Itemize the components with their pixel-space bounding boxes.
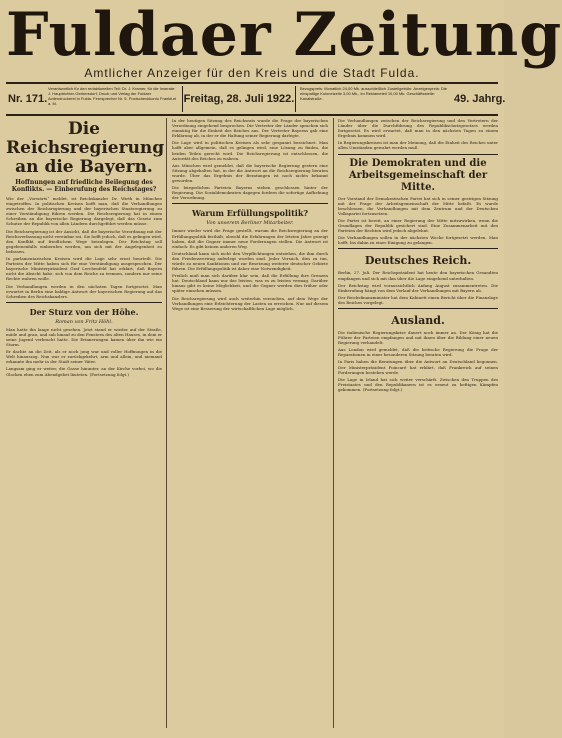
article-paragraph: Die Lage in Irland hat sich weiter verschärft. Zwischen den Truppen des Freistaates und den Republikanern ist es erneut zu heftigen Kämpfen gekommen. (Fortsetzung folgt.) <box>338 376 498 392</box>
column-3 <box>338 118 498 732</box>
masthead <box>6 0 562 80</box>
section-title: Warum Erfüllungspolitik? <box>191 208 309 219</box>
publisher-info: Verantwortlich für den redaktionellen Teil: Dr. J. Kramer, für die Inserate: J. Hauptrichter-Gerbersdorf, Druck und Verlag der Fuldaer Actiendruckerei in Fulda. Fernsprecher Nr. 5. Postscheckkonto Frankfurt a. M. <box>48 86 177 106</box>
article-headline: Die Demokraten und die Arbeitsgemeinschaft der Mitte. <box>348 157 488 193</box>
lead-subhead: Hoffnungen auf friedliche Beilegung des Konflikts. — Einberufung des Reichstages? <box>11 179 157 193</box>
price-info: Bezugspreis: Monatlich 24,00 Mk. ausschließlich Zustellgebühr. Anzeigenpreis: Die einspaltige Kolonelzeile 3,00 Mk., im Reklameteil 10,00 Mk. Geschäftsstelle: Kanalstraße. <box>300 86 447 101</box>
article-paragraph: Der Reichsfinanzminister hat dem Kabinett einen Bericht über die Finanzlage des Reiches vorgelegt. <box>338 294 498 305</box>
article-paragraph: Aus München wird gemeldet, daß die bayerische Regierung gestern eine Sitzung abgehalten hat, in der die Antwort an die Reichsregierung beraten wurde. Über das Ergebnis der Beratungen ist noch nichts bekannt geworden. <box>172 162 328 184</box>
article-paragraph: Die Verhandlungen sollen in der nächsten Woche fortgesetzt werden. Man hofft, bis dahin zu einer Einigung zu gelangen. <box>338 235 498 246</box>
story-paragraph: Er dachte an die Zeit, als er noch jung war und voller Hoffnungen in die Welt hinauszog. Nun war er zurückgekehrt, arm und allein, und niemand erkannte ihn mehr in der Stadt seiner Väter. <box>6 349 162 365</box>
article-paragraph: Immer wieder wird die Frage gestellt, warum die Reichsregierung an der Erfüllungspolitik festhält, obwohl die Erfahrungen der letzten Jahre gezeigt haben, daß die Gegner immer neue Forderungen stellen. Die Antwort ist einfach: Es gibt keinen anderen Weg. <box>172 228 328 249</box>
story-paragraph: Man hatte ihn lange nicht gesehen. Jetzt stand er wieder auf der Straße, müde und grau, und sah hinauf zu den Fenstern des alten Hauses, in dem er seine Jugend verbracht hatte. Die Erinnerungen kamen über ihn wie ein Sturm. <box>6 326 162 348</box>
section-byline: Von unserem Berliner Mitarbeiter. <box>206 220 294 227</box>
volume-year: 49. Jahrg. <box>454 93 506 105</box>
article-paragraph: Die Lage wird in politischen Kreisen als sehr gespannt bezeichnet. Man hofft aber allgemein, daß es gelingen wird, eine Lösung zu finden, die beiden Teilen gerecht wird. Die Reichsregierung ist entschlossen, die Autorität des Reiches zu wahren. <box>172 140 328 161</box>
article-paragraph: In parlamentarischen Kreisen wird die Lage sehr ernst beurteilt. Die Parteien der Mitte haben sich für eine Verständigung ausgesprochen. Der bayerische Ministerpräsident Graf Lerchenfeld hat erklärt, daß Bayern nicht die Absicht habe, sich von dem Reiche zu trennen, sondern nur seine Rechte wahren wolle. <box>6 256 162 282</box>
article-paragraph: Freilich muß man sich darüber klar sein, daß die Erfüllung ihre Grenzen hat. Deutschland kann nur das leisten, was es zu leisten vermag. Darüber hinaus gibt es keine Möglichkeit, und die Gegner werden dies früher oder später einsehen müssen. <box>172 273 328 294</box>
article-paragraph: In der heutigen Sitzung des Reichsrats wurde die Frage der bayerischen Verordnung eingehend besprochen. Die Vertreter der Länder sprachen sich einmütig für die Einheit des Reiches aus. Der Vertreter Bayerns gab eine Erklärung ab, in der er die Haltung seiner Regierung darlegte. <box>172 118 328 139</box>
story-byline: Roman von Fritz Höhl. <box>55 318 113 325</box>
masthead-title: Fuldaer Zeitung <box>6 0 562 70</box>
section-divider <box>172 203 328 204</box>
article-paragraph: Die Verhandlungen zwischen der Reichsregierung und den Vertretern der Länder über die Durchführung des Republikschutzgesetzes werden fortgesetzt. Es wird erwartet, daß man in den nächsten Tagen zu einem Ergebnis kommen wird. <box>338 118 498 139</box>
column-2 <box>172 118 328 732</box>
article-paragraph: Der Vorstand der Demokratischen Partei hat sich in seiner gestrigen Sitzung mit der Frage der Arbeitsgemeinschaft der Mitte befaßt. Es wurde beschlossen, die Verhandlungen mit dem Zentrum und der Deutschen Volkspartei fortzusetzen. <box>338 195 498 216</box>
article-paragraph: Aus London wird gemeldet, daß die britische Regierung die Frage der Reparationen in einer besonderen Sitzung beraten wird. <box>338 347 498 358</box>
article-paragraph: Die Reichsregierung wird auch weiterhin versuchen, auf dem Wege der Verhandlungen eine Erleichterung der Lasten zu erreichen. Nur auf diesem Wege ist eine Besserung der wirtschaftlichen Lage möglich. <box>172 295 328 311</box>
article-paragraph: Die Verhandlungen werden in den nächsten Tagen fortgesetzt. Man erwartet in Berlin eine baldige Antwort der bayerischen Regierung auf das Schreiben des Reichskanzlers. <box>6 283 162 299</box>
section-divider <box>338 308 498 309</box>
article-paragraph: Wie der „Vorwärts“ meldet, ist Reichskanzler Dr. Wirth in München eingetroffen. In politischen Kreisen hofft man, daß die Verhandlungen zwischen der Reichsregierung und der bayerischen Staatsregierung zu einer Verständigung führen werden. Die Reichsregierung hat in einem Schreiben an die bayerische Regierung dargelegt, daß das Gesetz zum Schutze der Republik von allen Ländern durchgeführt werden müsse. <box>6 196 162 227</box>
story-title: Der Sturz von der Höhe. <box>29 306 139 317</box>
column-1 <box>6 118 165 732</box>
article-paragraph: Der Reichstag wird voraussichtlich Anfang August zusammentreten. Die Einberufung hängt von dem Verlauf der Verhandlungen mit Bayern ab. <box>338 282 498 293</box>
masthead-subtitle: Amtlicher Anzeiger für den Kreis und die Stadt Fulda. <box>84 66 420 80</box>
column-rule <box>166 118 167 728</box>
article-paragraph: Die bürgerlichen Parteien Bayerns stehen geschlossen hinter der Regierung. Die Sozialdemokraten dagegen fordern die sofortige Aufhebung der Verordnung. <box>172 185 328 201</box>
issue-number: Nr. 171. <box>8 93 48 105</box>
section-divider <box>338 154 498 155</box>
article-paragraph: Die Partei ist bereit, an einer Regierung der Mitte mitzuwirken, wenn die Grundlagen der Republik gesichert sind. Eine Zusammenarbeit mit den Parteien der Rechten wird jedoch abgelehnt. <box>338 217 498 234</box>
article-paragraph: Die Reichsregierung ist der Ansicht, daß die bayerische Verordnung mit der Reichsverfassung nicht vereinbar sei. Sie hofft jedoch, daß es gelingen wird, den Konflikt auf friedlichem Wege beizulegen. Der Reichstag soll gegebenenfalls einberufen werden, um sich mit der Angelegenheit zu befassen. <box>6 228 162 254</box>
section-divider <box>6 302 162 303</box>
article-paragraph: Deutschland kann sich nicht den Verpflichtungen entziehen, die ihm durch den Friedensvertrag auferlegt worden sind. Jeder Versuch, dies zu tun, würde zu neuen Sanktionen und zur Besetzung weiterer deutscher Gebiete führen. Die Erfüllungspolitik ist daher eine Notwendigkeit. <box>172 250 328 272</box>
article-paragraph: In Regierungskreisen ist man der Meinung, daß die Einheit des Reiches unter allen Umständen gewahrt werden muß. <box>338 140 498 151</box>
section-title: Ausland. <box>391 313 445 327</box>
issue-date: Freitag, 28. Juli 1922. <box>182 86 296 112</box>
section-divider <box>338 248 498 249</box>
info-bar <box>6 82 506 116</box>
section-title: Deutsches Reich. <box>364 254 472 268</box>
article-paragraph: Die italienische Regierungskrise dauert noch immer an. Der König hat die Führer der Parteien empfangen und mit ihnen über die Bildung einer neuen Regierung verhandelt. <box>338 329 498 346</box>
article-paragraph: In Paris haben die Beratungen über die Antwort an Deutschland begonnen. Der Ministerpräsident Poincaré hat erklärt, daß Frankreich auf seinen Forderungen bestehen werde. <box>338 359 498 375</box>
story-paragraph: Langsam ging er weiter, die Gasse hinunter, an der Kirche vorbei, wo die Glocken eben zum Abendgebet läuteten. (Fortsetzung folgt.) <box>6 366 162 377</box>
column-rule <box>333 118 334 728</box>
lead-headline: Die Reichsregierung an die Bayern. <box>6 119 165 177</box>
article-paragraph: Berlin, 27. Juli. Der Reichspräsident hat heute den bayerischen Gesandten empfangen und sich mit ihm über die Lage eingehend unterhalten. <box>338 270 498 281</box>
